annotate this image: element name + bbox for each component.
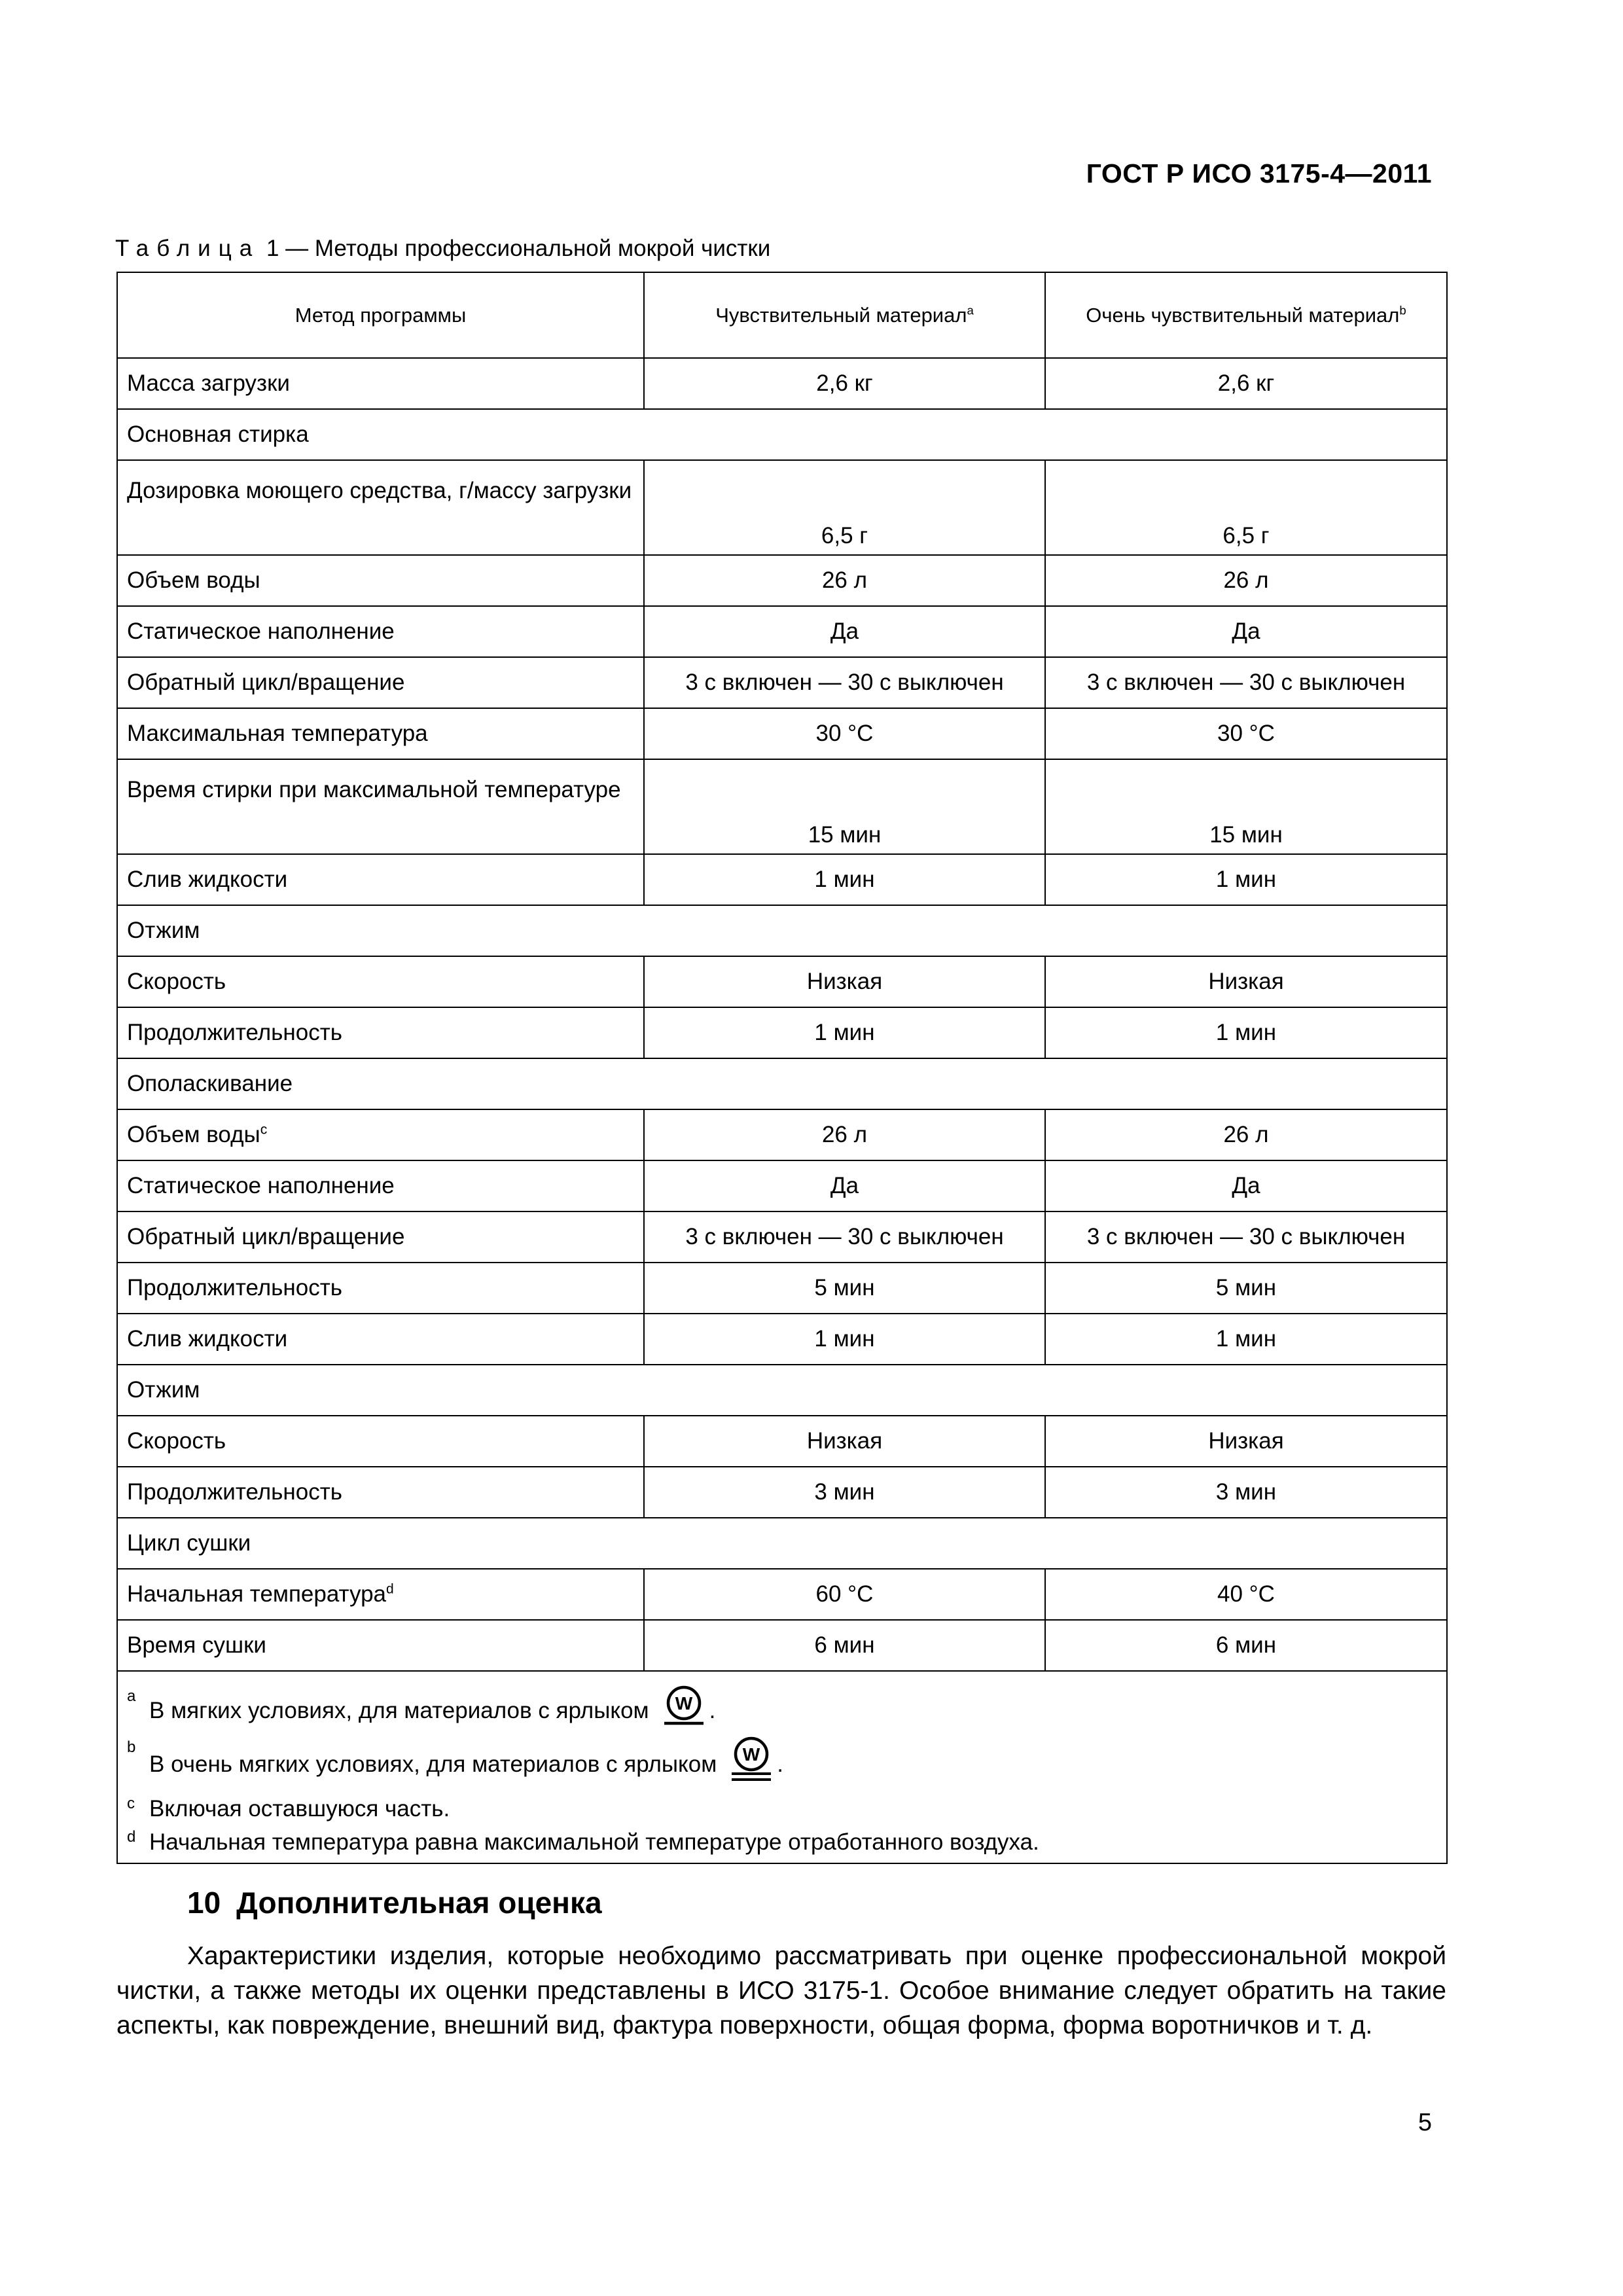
cell-very-sensitive: 26 л <box>1045 1109 1447 1160</box>
row-label: Объем воды <box>117 555 644 606</box>
table-row <box>117 854 1447 905</box>
footnote-end: . <box>777 1751 784 1777</box>
table-row <box>117 1620 1447 1671</box>
cell-very-sensitive: 40 °С <box>1045 1569 1447 1620</box>
footnote-mark: a <box>967 303 974 317</box>
cell-sensitive: 6,5 г <box>644 460 1045 555</box>
table-header-row <box>117 272 1447 358</box>
cell-very-sensitive: 5 мин <box>1045 1263 1447 1314</box>
cell-sensitive: 26 л <box>644 1109 1045 1160</box>
footnote-mark: c <box>260 1122 268 1138</box>
table-section-row <box>117 1058 1447 1109</box>
section-title: Дополнительная оценка <box>236 1886 602 1920</box>
cell-very-sensitive: Низкая <box>1045 956 1447 1007</box>
cell-sensitive: 3 мин <box>644 1467 1045 1518</box>
document-header: ГОСТ Р ИСО 3175-4—2011 <box>1086 158 1432 188</box>
footnote-text: Начальная температура равна максимальной температуре отработанного воздуха. <box>149 1829 1039 1855</box>
cell-sensitive: 30 °С <box>644 708 1045 759</box>
cell-sensitive: 6 мин <box>644 1620 1045 1671</box>
wet-cleaning-methods-table <box>116 272 1448 1864</box>
section-label: Ополаскивание <box>117 1058 1447 1109</box>
footnote-mark: d <box>386 1581 394 1597</box>
cell-very-sensitive: 1 мин <box>1045 1314 1447 1365</box>
row-label: Максимальная температура <box>117 708 644 759</box>
table-row <box>117 1263 1447 1314</box>
row-label: Обратный цикл/вращение <box>117 1211 644 1263</box>
table-section-row <box>117 1518 1447 1569</box>
footnote-marker: a <box>127 1687 136 1705</box>
section-heading <box>187 1885 602 1920</box>
cell-very-sensitive: Низкая <box>1045 1416 1447 1467</box>
table-row <box>117 956 1447 1007</box>
column-header-very-sensitive-material: Очень чувствительный материал$^b$ <box>1045 272 1447 358</box>
section-label: Отжим <box>117 1365 1447 1416</box>
section-label: Цикл сушки <box>117 1518 1447 1569</box>
cell-very-sensitive: 26 л <box>1045 555 1447 606</box>
table-caption <box>115 236 770 262</box>
svg-text:W: W <box>675 1693 692 1713</box>
footnote-mark: b <box>1399 303 1406 317</box>
cell-very-sensitive: 1 мин <box>1045 854 1447 905</box>
row-label: Слив жидкости <box>117 1314 644 1365</box>
table-footnotes <box>117 1671 1447 1863</box>
cell-sensitive: Да <box>644 1160 1045 1211</box>
row-label: Время стирки при максимальной температуре <box>117 759 644 854</box>
cell-very-sensitive: 3 мин <box>1045 1467 1447 1518</box>
cell-sensitive: 3 с включен — 30 с выключен <box>644 1211 1045 1263</box>
footnote-marker: c <box>127 1795 135 1812</box>
section-number: 10 <box>187 1886 221 1920</box>
cell-sensitive: Низкая <box>644 956 1045 1007</box>
table-row <box>117 1569 1447 1620</box>
row-label: Продолжительность <box>117 1467 644 1518</box>
table-row <box>117 1314 1447 1365</box>
wet-clean-mild-icon <box>661 1685 707 1736</box>
table-section-row <box>117 1365 1447 1416</box>
row-label: Скорость <box>117 956 644 1007</box>
table-row <box>117 555 1447 606</box>
cell-very-sensitive: 3 с включен — 30 с выключен <box>1045 657 1447 708</box>
table-caption-word: Таблица <box>115 236 260 261</box>
row-label: Скорость <box>117 1416 644 1467</box>
table-row <box>117 1007 1447 1058</box>
table-row <box>117 759 1447 854</box>
section-paragraph: Характеристики изделия, которые необходимо рассматривать при оценке профессиональной мокрой чистки, а также методы их оценки представлены в ИСО 3175-1. Особое внимание следует обратить на такие аспекты, как повреждение, внешний вид, фактура поверхности, общая форма, форма воротничков и т. д. <box>116 1942 1446 2039</box>
cell-sensitive: 1 мин <box>644 1007 1045 1058</box>
footnote-marker: d <box>127 1828 136 1846</box>
cell-sensitive: 1 мин <box>644 1314 1045 1365</box>
cell-sensitive: 1 мин <box>644 854 1045 905</box>
column-header-sensitive-material: Чувствительный материал$^a$ <box>644 272 1045 358</box>
cell-sensitive: 2,6 кг <box>644 358 1045 409</box>
table-notes-row <box>117 1671 1447 1863</box>
cell-sensitive: 3 с включен — 30 с выключен <box>644 657 1045 708</box>
row-label: Продолжительность <box>117 1007 644 1058</box>
footnote-text: В мягких условиях, для материалов с ярлыком <box>149 1697 649 1723</box>
table-row <box>117 606 1447 657</box>
table-row <box>117 460 1447 555</box>
wet-clean-very-mild-icon <box>728 1736 774 1792</box>
cell-very-sensitive: 6,5 г <box>1045 460 1447 555</box>
row-label: Статическое наполнение <box>117 1160 644 1211</box>
table-row <box>117 1211 1447 1263</box>
section-label: Отжим <box>117 905 1447 956</box>
table-row <box>117 708 1447 759</box>
section-label: Основная стирка <box>117 409 1447 460</box>
row-label: Объем воды$^c$ <box>117 1109 644 1160</box>
cell-very-sensitive: 3 с включен — 30 с выключен <box>1045 1211 1447 1263</box>
svg-text:W: W <box>743 1744 760 1765</box>
table-row <box>117 657 1447 708</box>
footnote-text: В очень мягких условиях, для материалов с ярлыком <box>149 1751 717 1777</box>
column-header-program-method: Метод программы <box>117 272 644 358</box>
row-label: Продолжительность <box>117 1263 644 1314</box>
cell-very-sensitive: 6 мин <box>1045 1620 1447 1671</box>
footnote-a <box>127 1685 1437 1736</box>
cell-very-sensitive: Да <box>1045 1160 1447 1211</box>
cell-sensitive: 15 мин <box>644 759 1045 854</box>
cell-very-sensitive: 15 мин <box>1045 759 1447 854</box>
cell-very-sensitive: 2,6 кг <box>1045 358 1447 409</box>
table-section-row <box>117 409 1447 460</box>
footnote-end: . <box>709 1697 716 1723</box>
cell-sensitive: Да <box>644 606 1045 657</box>
table-row <box>117 1109 1447 1160</box>
footnote-d <box>127 1825 1437 1859</box>
row-label: Статическое наполнение <box>117 606 644 657</box>
footnote-text: Включая оставшуюся часть. <box>149 1796 450 1821</box>
footnote-marker: b <box>127 1738 136 1756</box>
page-number: 5 <box>1418 2109 1432 2136</box>
cell-very-sensitive: 1 мин <box>1045 1007 1447 1058</box>
cell-sensitive: 5 мин <box>644 1263 1045 1314</box>
footnote-b <box>127 1736 1437 1792</box>
row-label: Начальная температура$^d$ <box>117 1569 644 1620</box>
row-label: Время сушки <box>117 1620 644 1671</box>
cell-sensitive: Низкая <box>644 1416 1045 1467</box>
cell-sensitive: 60 °С <box>644 1569 1045 1620</box>
table-section-row <box>117 905 1447 956</box>
table-row <box>117 358 1447 409</box>
cell-sensitive: 26 л <box>644 555 1045 606</box>
cell-very-sensitive: 30 °С <box>1045 708 1447 759</box>
cell-very-sensitive: Да <box>1045 606 1447 657</box>
table-row <box>117 1416 1447 1467</box>
row-label: Слив жидкости <box>117 854 644 905</box>
row-label: Обратный цикл/вращение <box>117 657 644 708</box>
table-row <box>117 1160 1447 1211</box>
table-row <box>117 1467 1447 1518</box>
row-label: Дозировка моющего средства, г/массу загрузки <box>117 460 644 555</box>
footnote-c <box>127 1792 1437 1825</box>
table-caption-title: 1 — Методы профессиональной мокрой чистки <box>266 236 771 261</box>
row-label: Масса загрузки <box>117 358 644 409</box>
